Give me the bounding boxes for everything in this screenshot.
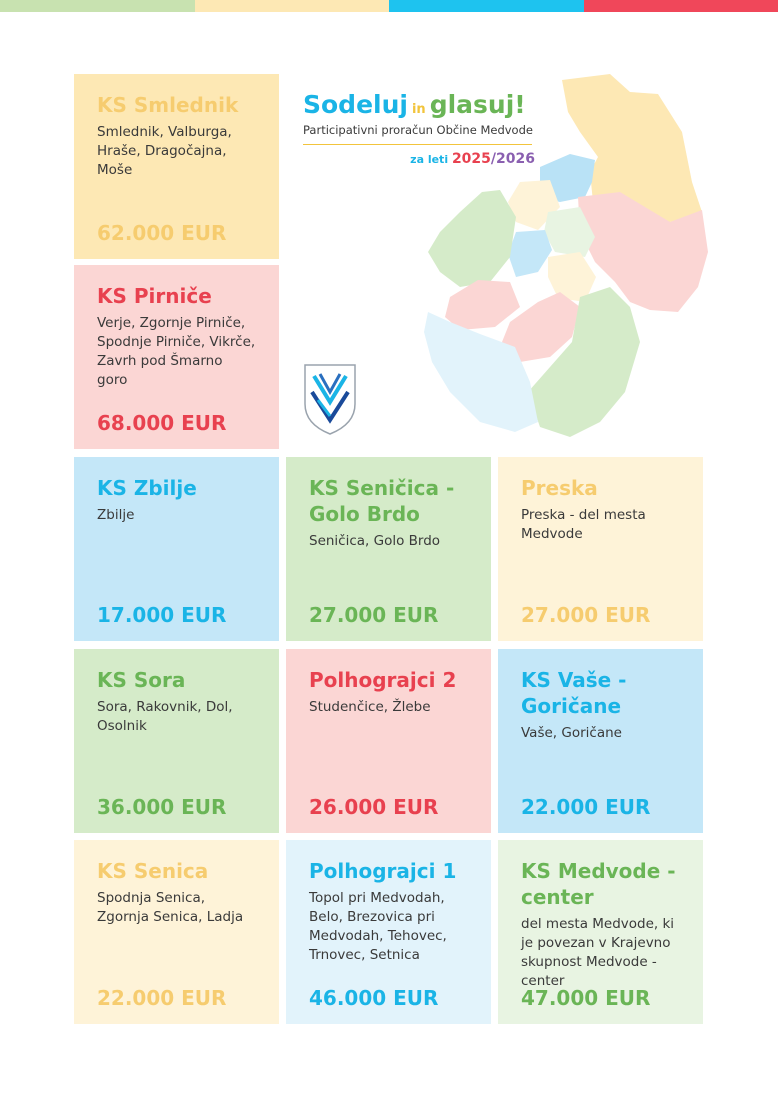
card-amount: 47.000 EUR xyxy=(521,986,651,1010)
stripe-red xyxy=(584,0,778,12)
card-name: Preska xyxy=(521,476,598,500)
card-ks-medvode-center xyxy=(498,840,703,1024)
card-places: Studenčice, Žlebe xyxy=(309,699,431,715)
card-name: Polhograjci 2 xyxy=(309,668,457,692)
title-part1: Sodeluj xyxy=(303,90,408,119)
year-1: 2025 xyxy=(451,151,491,167)
card-amount: 22.000 EUR xyxy=(97,986,227,1010)
card-places: Zbilje xyxy=(97,507,135,523)
card-places: Preska - del mesta Medvode xyxy=(521,507,646,542)
municipality-crest-icon xyxy=(302,362,358,436)
card-amount: 68.000 EUR xyxy=(97,411,227,435)
card-places: Vaše, Goričane xyxy=(521,725,622,741)
card-amount: 62.000 EUR xyxy=(97,221,227,245)
card-ks-senicica-golo-brdo xyxy=(286,457,491,641)
card-amount: 46.000 EUR xyxy=(309,986,439,1010)
stripe-blue xyxy=(389,0,584,12)
stripe-green xyxy=(0,0,195,12)
card-amount: 36.000 EUR xyxy=(97,795,227,819)
color-stripe-bar xyxy=(0,0,778,12)
municipality-map-icon xyxy=(420,72,720,452)
year-2: 2026 xyxy=(496,151,535,167)
year-separator: / xyxy=(490,151,497,167)
card-ks-pirnice xyxy=(74,265,279,449)
card-name: KS Vaše - Goričane xyxy=(521,668,627,718)
card-places: del mesta Medvode, ki je povezan v Krajevno skupnost Medvode - center xyxy=(521,916,675,989)
card-places: Sora, Rakovnik, Dol, Osolnik xyxy=(97,699,233,734)
card-ks-sora xyxy=(74,649,279,833)
card-polhograjci-2 xyxy=(286,649,491,833)
card-ks-vase-goricane xyxy=(498,649,703,833)
stripe-yellow xyxy=(195,0,390,12)
card-name: KS Senica xyxy=(97,859,209,883)
card-places: Seničica, Golo Brdo xyxy=(309,533,441,549)
card-polhograjci-1 xyxy=(286,840,491,1024)
card-ks-senica xyxy=(74,840,279,1024)
card-name: KS Smlednik xyxy=(97,93,239,117)
card-amount: 22.000 EUR xyxy=(521,795,651,819)
title-in: in xyxy=(411,102,426,117)
card-places: Spodnja Senica, Zgornja Senica, Ladja xyxy=(97,890,244,925)
card-places: Smlednik, Valburga, Hraše, Dragočajna, Moše xyxy=(97,124,232,178)
card-ks-zbilje xyxy=(74,457,279,641)
card-ks-smlednik xyxy=(74,74,279,259)
card-amount: 27.000 EUR xyxy=(521,603,651,627)
card-preska xyxy=(498,457,703,641)
card-name: KS Medvode - center xyxy=(521,859,676,909)
card-name: KS Pirniče xyxy=(97,284,212,308)
card-places: Verje, Zgornje Pirniče, Spodnje Pirniče, Vikrče, Zavrh pod Šmarno goro xyxy=(97,315,256,388)
card-name: KS Zbilje xyxy=(97,476,197,500)
card-amount: 26.000 EUR xyxy=(309,795,439,819)
card-name: Polhograjci 1 xyxy=(309,859,457,883)
card-name: KS Seničica - Golo Brdo xyxy=(309,476,455,526)
page-subtitle: Participativni proračun Občine Medvode xyxy=(303,123,533,137)
card-name: KS Sora xyxy=(97,668,186,692)
title-part2: glasuj! xyxy=(429,90,526,119)
years-label: za leti xyxy=(410,153,449,166)
card-places: Topol pri Medvodah, Belo, Brezovica pri Medvodah, Tehovec, Trnovec, Setnica xyxy=(309,890,447,963)
card-amount: 27.000 EUR xyxy=(309,603,439,627)
card-amount: 17.000 EUR xyxy=(97,603,227,627)
